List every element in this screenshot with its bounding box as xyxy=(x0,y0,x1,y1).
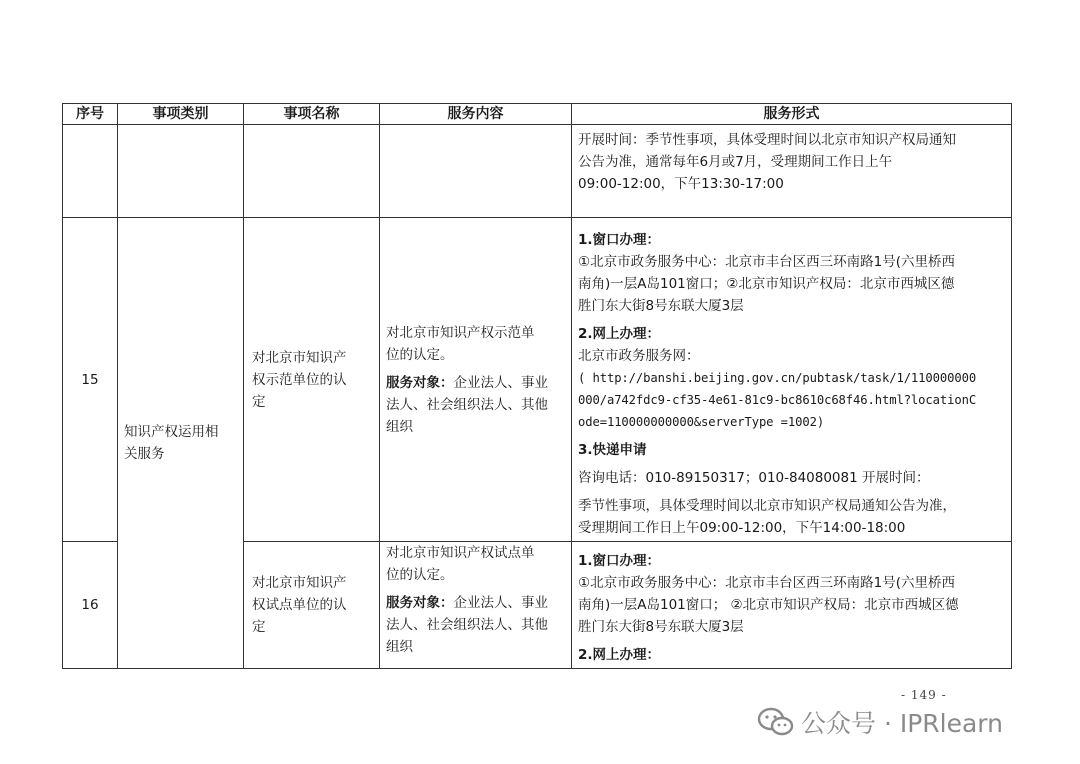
name-line: 定 xyxy=(252,619,266,635)
audience-line: 组织 xyxy=(386,639,413,655)
category-line: 关服务 xyxy=(124,446,165,462)
category-cell xyxy=(118,218,244,669)
text-line: 南角)一层A岛101窗口； ②北京市知识产权局：北京市西城区德 xyxy=(578,597,959,613)
header-category: 事项类别 xyxy=(118,104,244,125)
table-header-row xyxy=(63,104,1012,125)
section-heading-window: 1.窗口办理： xyxy=(578,232,661,248)
audience-line xyxy=(386,372,565,394)
service-form-cell xyxy=(572,542,1012,669)
section-heading-express: 3.快递申请 xyxy=(578,442,647,458)
text-line: ①北京市政务服务中心：北京市丰台区西三环南路1号(六里桥西 xyxy=(578,254,955,270)
header-item-name: 事项名称 xyxy=(244,104,380,125)
name-cell-empty xyxy=(244,125,380,218)
seq-cell: 16 xyxy=(63,542,118,669)
item-name-cell xyxy=(244,218,380,542)
wechat-icon xyxy=(757,707,795,737)
text-line: 开展时间：季节性事项，具体受理时间以北京市知识产权局通知 xyxy=(578,132,956,148)
watermark-text: 公众号 · IPRlearn xyxy=(801,709,1003,738)
text-line: 09:00-12:00，下午13:30-17:00 xyxy=(578,176,784,192)
header-seq: 序号 xyxy=(63,104,118,125)
service-table xyxy=(62,103,1012,669)
header-service-content: 服务内容 xyxy=(380,104,572,125)
header-service-form: 服务形式 xyxy=(572,104,1012,125)
table-row-continued xyxy=(63,125,1012,218)
name-line: 对北京市知识产 xyxy=(252,575,347,591)
content-line: 对北京市知识产权示范单 xyxy=(386,324,535,341)
content-line: 对北京市知识产权试点单 xyxy=(386,545,535,561)
url-line: 000/a742fdc9-cf35-4e61-81c9-bc8610c68f46.html?locationC xyxy=(578,393,977,407)
text-line: 胜门东大街8号东联大厦3层 xyxy=(578,619,744,635)
content-line: 位的认定。 xyxy=(386,346,454,363)
text-line: 胜门东大街8号东联大厦3层 xyxy=(578,298,744,314)
page-number: - 149 - xyxy=(901,688,947,702)
text-line: 受理期间工作日上午09:00-12:00，下午14:00-18:00 xyxy=(578,520,906,536)
audience-line: 法人、社会组织法人、其他 xyxy=(386,617,548,633)
service-form-cell xyxy=(572,218,1012,542)
table-row-15 xyxy=(63,218,1012,542)
service-form-cell xyxy=(572,125,1012,218)
content-line: 位的认定。 xyxy=(386,567,454,583)
text-line: 季节性事项，具体受理时间以北京市知识产权局通知公告为准， xyxy=(578,498,956,514)
category-line: 知识产权运用相 xyxy=(124,424,219,440)
audience-label: 服务对象： xyxy=(386,595,454,611)
audience-text: 企业法人、事业 xyxy=(453,595,548,611)
name-line: 对北京市知识产 xyxy=(252,349,347,366)
section-heading-online: 2.网上办理： xyxy=(578,647,661,663)
text-line: ①北京市政务服务中心：北京市丰台区西三环南路1号(六里桥西 xyxy=(578,575,955,591)
text-line: 南角)一层A岛101窗口；②北京市知识产权局：北京市西城区德 xyxy=(578,276,955,292)
item-name-cell xyxy=(244,542,380,669)
name-line: 权试点单位的认 xyxy=(252,597,347,613)
text-line: 公告为准，通常每年6月或7月，受理期间工作日上午 xyxy=(578,154,893,170)
audience-line: 组织 xyxy=(386,418,413,435)
text-line: 北京市政务服务网： xyxy=(578,348,700,364)
url-line: ode=110000000000&serverType =1002) xyxy=(578,415,825,429)
seq-cell: 15 xyxy=(63,218,118,542)
section-heading-window: 1.窗口办理： xyxy=(578,553,661,569)
audience-line: 法人、社会组织法人、其他 xyxy=(386,396,548,413)
category-cell-empty xyxy=(118,125,244,218)
audience-text: 企业法人、事业 xyxy=(453,374,548,391)
name-line: 权示范单位的认 xyxy=(252,371,347,388)
audience-line xyxy=(386,592,565,614)
seq-cell-empty xyxy=(63,125,118,218)
url-line: ( http://banshi.beijing.gov.cn/pubtask/task/1/110000000 xyxy=(578,371,977,385)
service-content-cell xyxy=(380,218,572,542)
phone-line: 咨询电话：010-89150317；010-84080081 开展时间： xyxy=(578,470,930,486)
service-content-cell xyxy=(380,542,572,669)
content-cell-empty xyxy=(380,125,572,218)
audience-label: 服务对象： xyxy=(386,374,454,391)
section-heading-online: 2.网上办理： xyxy=(578,326,661,342)
name-line: 定 xyxy=(252,393,266,410)
watermark xyxy=(757,704,1003,740)
